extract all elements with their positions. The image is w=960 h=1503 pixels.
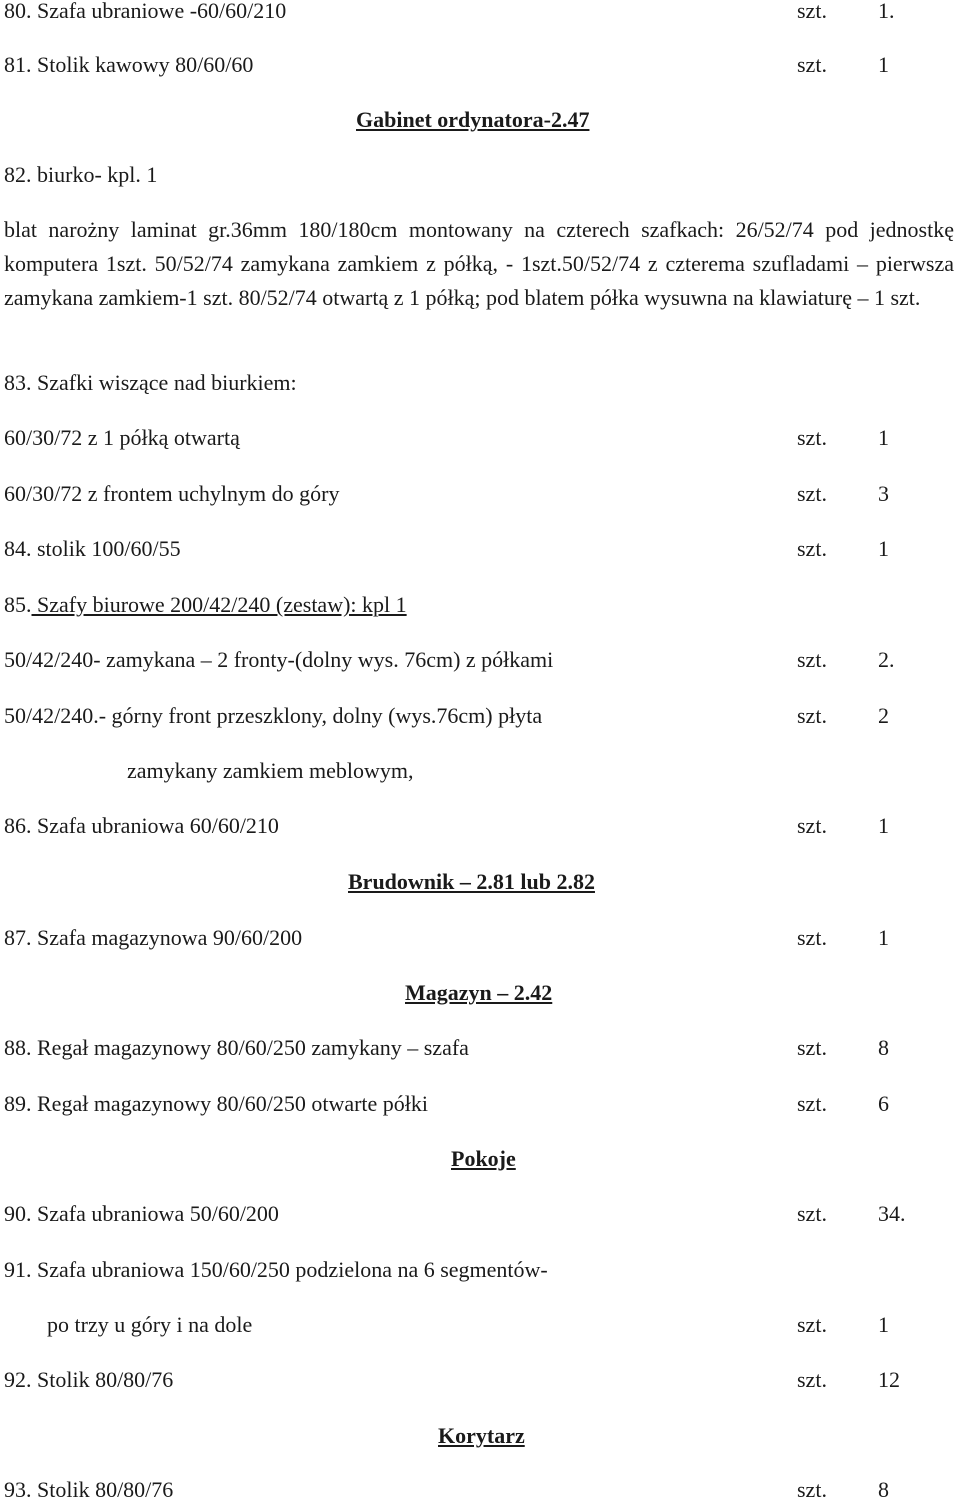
item-unit: szt. [797, 52, 827, 77]
item-unit: szt. [797, 1091, 827, 1116]
item-name: 60/30/72 z frontem uchylnym do góry [4, 481, 340, 506]
item-qty: 6 [878, 1091, 889, 1116]
item-name: po trzy u góry i na dole [47, 1312, 253, 1337]
item-unit: szt. [797, 1477, 827, 1502]
item-description: blat narożny laminat gr.36mm 180/180cm montowany na czterech szafkach: 26/52/74 pod jednostkę komputera 1szt. 50/52/74 zamykana zamkiem z półką, - 1szt.50/52/74 z czterema szufladami – pierwsza zamykana zamkiem-1 szt. 80/52/74 otwartą z 1 półką; pod blatem półka wysuwna na klawiaturę – 1 szt. [4, 217, 954, 310]
item-title: 82. biurko- kpl. 1 [4, 162, 158, 187]
item-unit: szt. [797, 536, 827, 561]
item-unit: szt. [797, 703, 827, 728]
item-qty: 1 [878, 425, 889, 450]
section-heading-gabinet: Gabinet ordynatora-2.47 [356, 107, 590, 132]
item-name: 50/42/240.- górny front przeszklony, dolny (wys.76cm) płyta [4, 703, 543, 728]
item-name: 93. Stolik 80/80/76 [4, 1477, 174, 1502]
item-unit: szt. [797, 813, 827, 838]
item-qty: 1 [878, 813, 889, 838]
item-qty: 1 [878, 536, 889, 561]
item-qty: 1 [878, 925, 889, 950]
item-title: 91. Szafa ubraniowa 150/60/250 podzielona na 6 segmentów- [4, 1257, 548, 1282]
item-qty: 2 [878, 703, 889, 728]
item-qty: 1. [878, 0, 895, 23]
item-title [4, 592, 407, 618]
item-qty: 8 [878, 1035, 889, 1060]
item-continuation: zamykany zamkiem meblowym, [127, 758, 414, 783]
item-name: 92. Stolik 80/80/76 [4, 1367, 174, 1392]
item-unit: szt. [797, 647, 827, 672]
item-name: 87. Szafa magazynowa 90/60/200 [4, 925, 303, 950]
section-heading-pokoje: Pokoje [451, 1146, 516, 1171]
item-unit: szt. [797, 0, 827, 23]
item-title: 83. Szafki wiszące nad biurkiem: [4, 370, 297, 395]
item-name: 86. Szafa ubraniowa 60/60/210 [4, 813, 279, 838]
section-heading-brudownik: Brudownik – 2.81 lub 2.82 [348, 869, 595, 894]
section-heading-magazyn: Magazyn – 2.42 [405, 980, 553, 1005]
item-unit: szt. [797, 425, 827, 450]
item-qty: 1 [878, 52, 889, 77]
item-unit: szt. [797, 1035, 827, 1060]
item-name: 81. Stolik kawowy 80/60/60 [4, 52, 254, 77]
item-name: 80. Szafa ubraniowe -60/60/210 [4, 0, 287, 23]
section-heading-korytarz: Korytarz [438, 1423, 525, 1448]
item-qty: 3 [878, 481, 889, 506]
item-qty: 2. [878, 647, 895, 672]
item-name: 60/30/72 z 1 półką otwartą [4, 425, 240, 450]
item-qty: 34. [878, 1201, 906, 1226]
item-qty: 8 [878, 1477, 889, 1502]
item-unit: szt. [797, 925, 827, 950]
item-unit: szt. [797, 481, 827, 506]
item-unit: szt. [797, 1201, 827, 1226]
item-name: 89. Regał magazynowy 80/60/250 otwarte półki [4, 1091, 429, 1116]
item-name: 90. Szafa ubraniowa 50/60/200 [4, 1201, 279, 1226]
item-unit: szt. [797, 1367, 827, 1392]
item-name: 84. stolik 100/60/55 [4, 536, 181, 561]
item-title-underlined: Szafy biurowe 200/42/240 (zestaw): kpl 1 [31, 592, 407, 617]
item-qty: 1 [878, 1312, 889, 1337]
item-unit: szt. [797, 1312, 827, 1337]
item-qty: 12 [878, 1367, 900, 1392]
item-number: 85. [4, 592, 32, 617]
item-name: 50/42/240- zamykana – 2 fronty-(dolny wys. 76cm) z półkami [4, 647, 554, 672]
item-name: 88. Regał magazynowy 80/60/250 zamykany – szafa [4, 1035, 469, 1060]
